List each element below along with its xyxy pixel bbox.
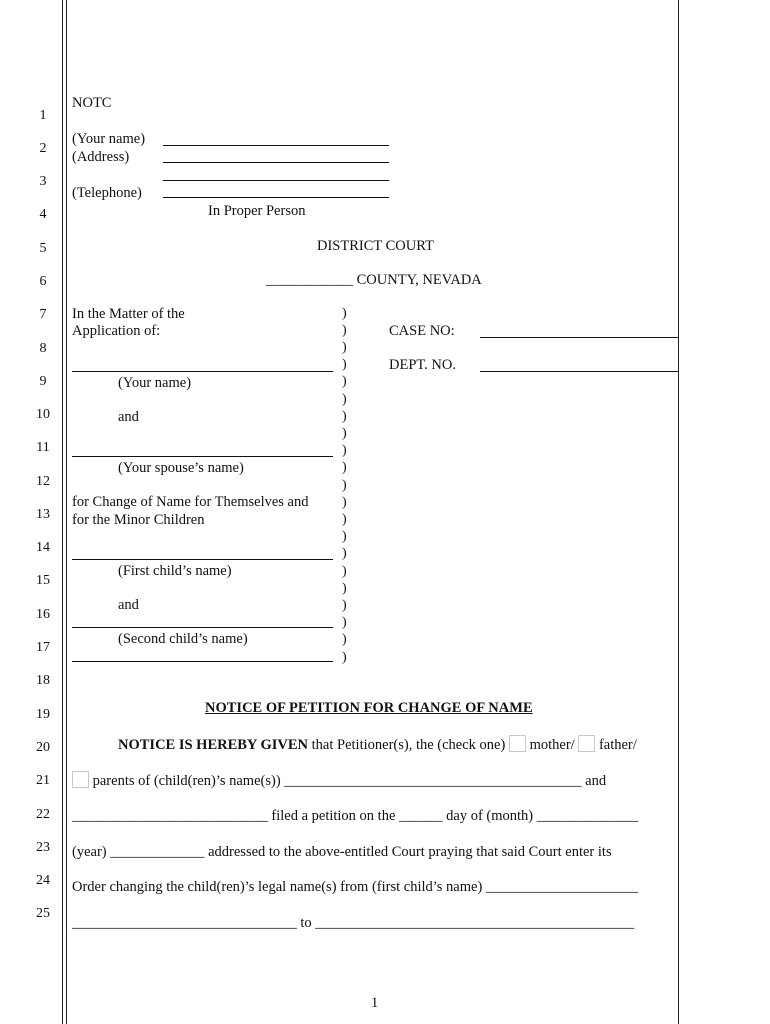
line-number: 11 — [36, 440, 50, 455]
body-line-20 — [118, 735, 637, 754]
paren: ) — [342, 581, 347, 596]
line-number: 9 — [39, 374, 47, 389]
line-number: 24 — [36, 873, 50, 888]
father-checkbox[interactable] — [578, 735, 595, 752]
paren: ) — [342, 443, 347, 458]
county-blank[interactable]: ____________ — [266, 272, 353, 288]
line-number: 20 — [36, 740, 50, 755]
paren: ) — [342, 564, 347, 579]
document-code: NOTC — [72, 95, 112, 111]
paren: ) — [342, 615, 347, 630]
father-label: father/ — [598, 737, 637, 753]
paren: ) — [342, 495, 347, 510]
line-number: 10 — [36, 407, 50, 422]
month-blank[interactable]: ______________ — [536, 808, 639, 824]
order-text: Order changing the child(ren)’s legal name(s) from (first child’s name) — [72, 879, 483, 895]
line-number: 19 — [36, 707, 50, 722]
body-line-25 — [72, 914, 634, 932]
line-number: 8 — [39, 341, 47, 356]
children-names-blank[interactable]: _________________________________________ — [284, 773, 582, 789]
change-line-2: for the Minor Children — [72, 512, 205, 528]
year-blank[interactable]: _____________ — [110, 844, 205, 860]
line-number: 3 — [39, 174, 47, 189]
line-number: 16 — [36, 607, 50, 622]
mother-checkbox[interactable] — [509, 735, 526, 752]
first-child-field[interactable] — [72, 559, 333, 560]
line-number: 17 — [36, 640, 50, 655]
page-number: 1 — [371, 995, 379, 1011]
paren: ) — [342, 357, 347, 372]
county-suffix: COUNTY, NEVADA — [356, 272, 482, 288]
day-blank[interactable]: ______ — [399, 808, 443, 824]
first-child-blank[interactable]: _____________________ — [485, 879, 639, 895]
line-number: 21 — [36, 773, 50, 788]
telephone-label: (Telephone) — [72, 185, 142, 201]
address-field-2[interactable] — [163, 180, 389, 181]
body-line-24 — [72, 878, 638, 896]
line-number: 23 — [36, 840, 50, 855]
in-proper-person: In Proper Person — [208, 203, 306, 219]
petitioner-blank[interactable]: ___________________________ — [72, 808, 268, 824]
margin-rule-right — [678, 0, 679, 1024]
to-label: to — [300, 915, 312, 931]
dept-no-field[interactable] — [480, 371, 678, 372]
mother-label: mother/ — [529, 737, 575, 753]
line-number: 13 — [36, 507, 50, 522]
paren: ) — [342, 529, 347, 544]
matter-line-1: In the Matter of the — [72, 306, 185, 322]
paren: ) — [342, 632, 347, 647]
dept-no-label: DEPT. NO. — [389, 357, 456, 373]
paren: ) — [342, 426, 347, 441]
line-number: 22 — [36, 807, 50, 822]
address-label: (Address) — [72, 149, 130, 165]
and-label: and — [585, 773, 607, 789]
paren: ) — [342, 478, 347, 493]
paren: ) — [342, 409, 347, 424]
second-child-field[interactable] — [72, 661, 333, 662]
case-no-field[interactable] — [480, 337, 678, 338]
margin-rule-outer — [62, 0, 63, 1024]
line-number: 18 — [36, 673, 50, 688]
paren: ) — [342, 306, 347, 321]
paren: ) — [342, 546, 347, 561]
second-child-caption: (Second child’s name) — [118, 631, 248, 647]
paren: ) — [342, 374, 347, 389]
first-child-caption: (First child’s name) — [118, 563, 232, 579]
line-number: 1 — [39, 108, 47, 123]
case-no-label: CASE NO: — [389, 323, 455, 339]
paren: ) — [342, 323, 347, 338]
spouse-name-caption: (Your spouse’s name) — [118, 460, 244, 476]
parents-checkbox[interactable] — [72, 771, 89, 788]
parents-label: parents of (child(ren)’s name(s)) — [92, 773, 281, 789]
paren: ) — [342, 392, 347, 407]
notice-title: NOTICE OF PETITION FOR CHANGE OF NAME — [205, 700, 533, 716]
line-number: 25 — [36, 906, 50, 921]
paren: ) — [342, 460, 347, 475]
second-child-field-top[interactable] — [72, 627, 333, 628]
county-line — [266, 271, 482, 289]
applicant-name-field[interactable] — [72, 371, 333, 372]
from-name-blank[interactable]: _______________________________ — [72, 915, 297, 931]
addressed-text: addressed to the above-entitled Court praying that said Court enter its — [208, 844, 612, 860]
notice-bold: NOTICE IS HEREBY GIVEN — [118, 737, 309, 753]
line-number: 14 — [36, 540, 50, 555]
spouse-name-field[interactable] — [72, 456, 333, 457]
margin-rule-inner — [66, 0, 67, 1024]
to-name-blank[interactable]: ____________________________________________ — [315, 915, 635, 931]
body-line-21 — [72, 771, 606, 790]
court-name: DISTRICT COURT — [317, 238, 434, 254]
your-name-field[interactable] — [163, 145, 389, 146]
line-number: 15 — [36, 573, 50, 588]
line-number: 7 — [39, 307, 47, 322]
your-name-label: (Your name) — [72, 131, 146, 147]
month-label: day of (month) — [446, 808, 534, 824]
and-caption-1: and — [118, 409, 139, 425]
body-line-23 — [72, 843, 612, 861]
line-number: 4 — [39, 207, 47, 222]
telephone-field[interactable] — [163, 197, 389, 198]
paren: ) — [342, 340, 347, 355]
year-label: (year) — [72, 844, 107, 860]
filed-label: filed a petition on the — [271, 808, 396, 824]
notice-rest: that Petitioner(s), the (check one) — [311, 737, 506, 753]
matter-line-2: Application of: — [72, 323, 161, 339]
paren: ) — [342, 650, 347, 665]
paren: ) — [342, 598, 347, 613]
line-number: 5 — [39, 241, 47, 256]
and-caption-2: and — [118, 597, 139, 613]
line-number: 2 — [39, 141, 47, 156]
body-line-22 — [72, 807, 638, 825]
your-name-caption: (Your name) — [118, 375, 192, 391]
paren: ) — [342, 512, 347, 527]
line-number: 12 — [36, 474, 50, 489]
address-field-1[interactable] — [163, 162, 389, 163]
change-line-1: for Change of Name for Themselves and — [72, 494, 309, 510]
line-number: 6 — [39, 274, 47, 289]
